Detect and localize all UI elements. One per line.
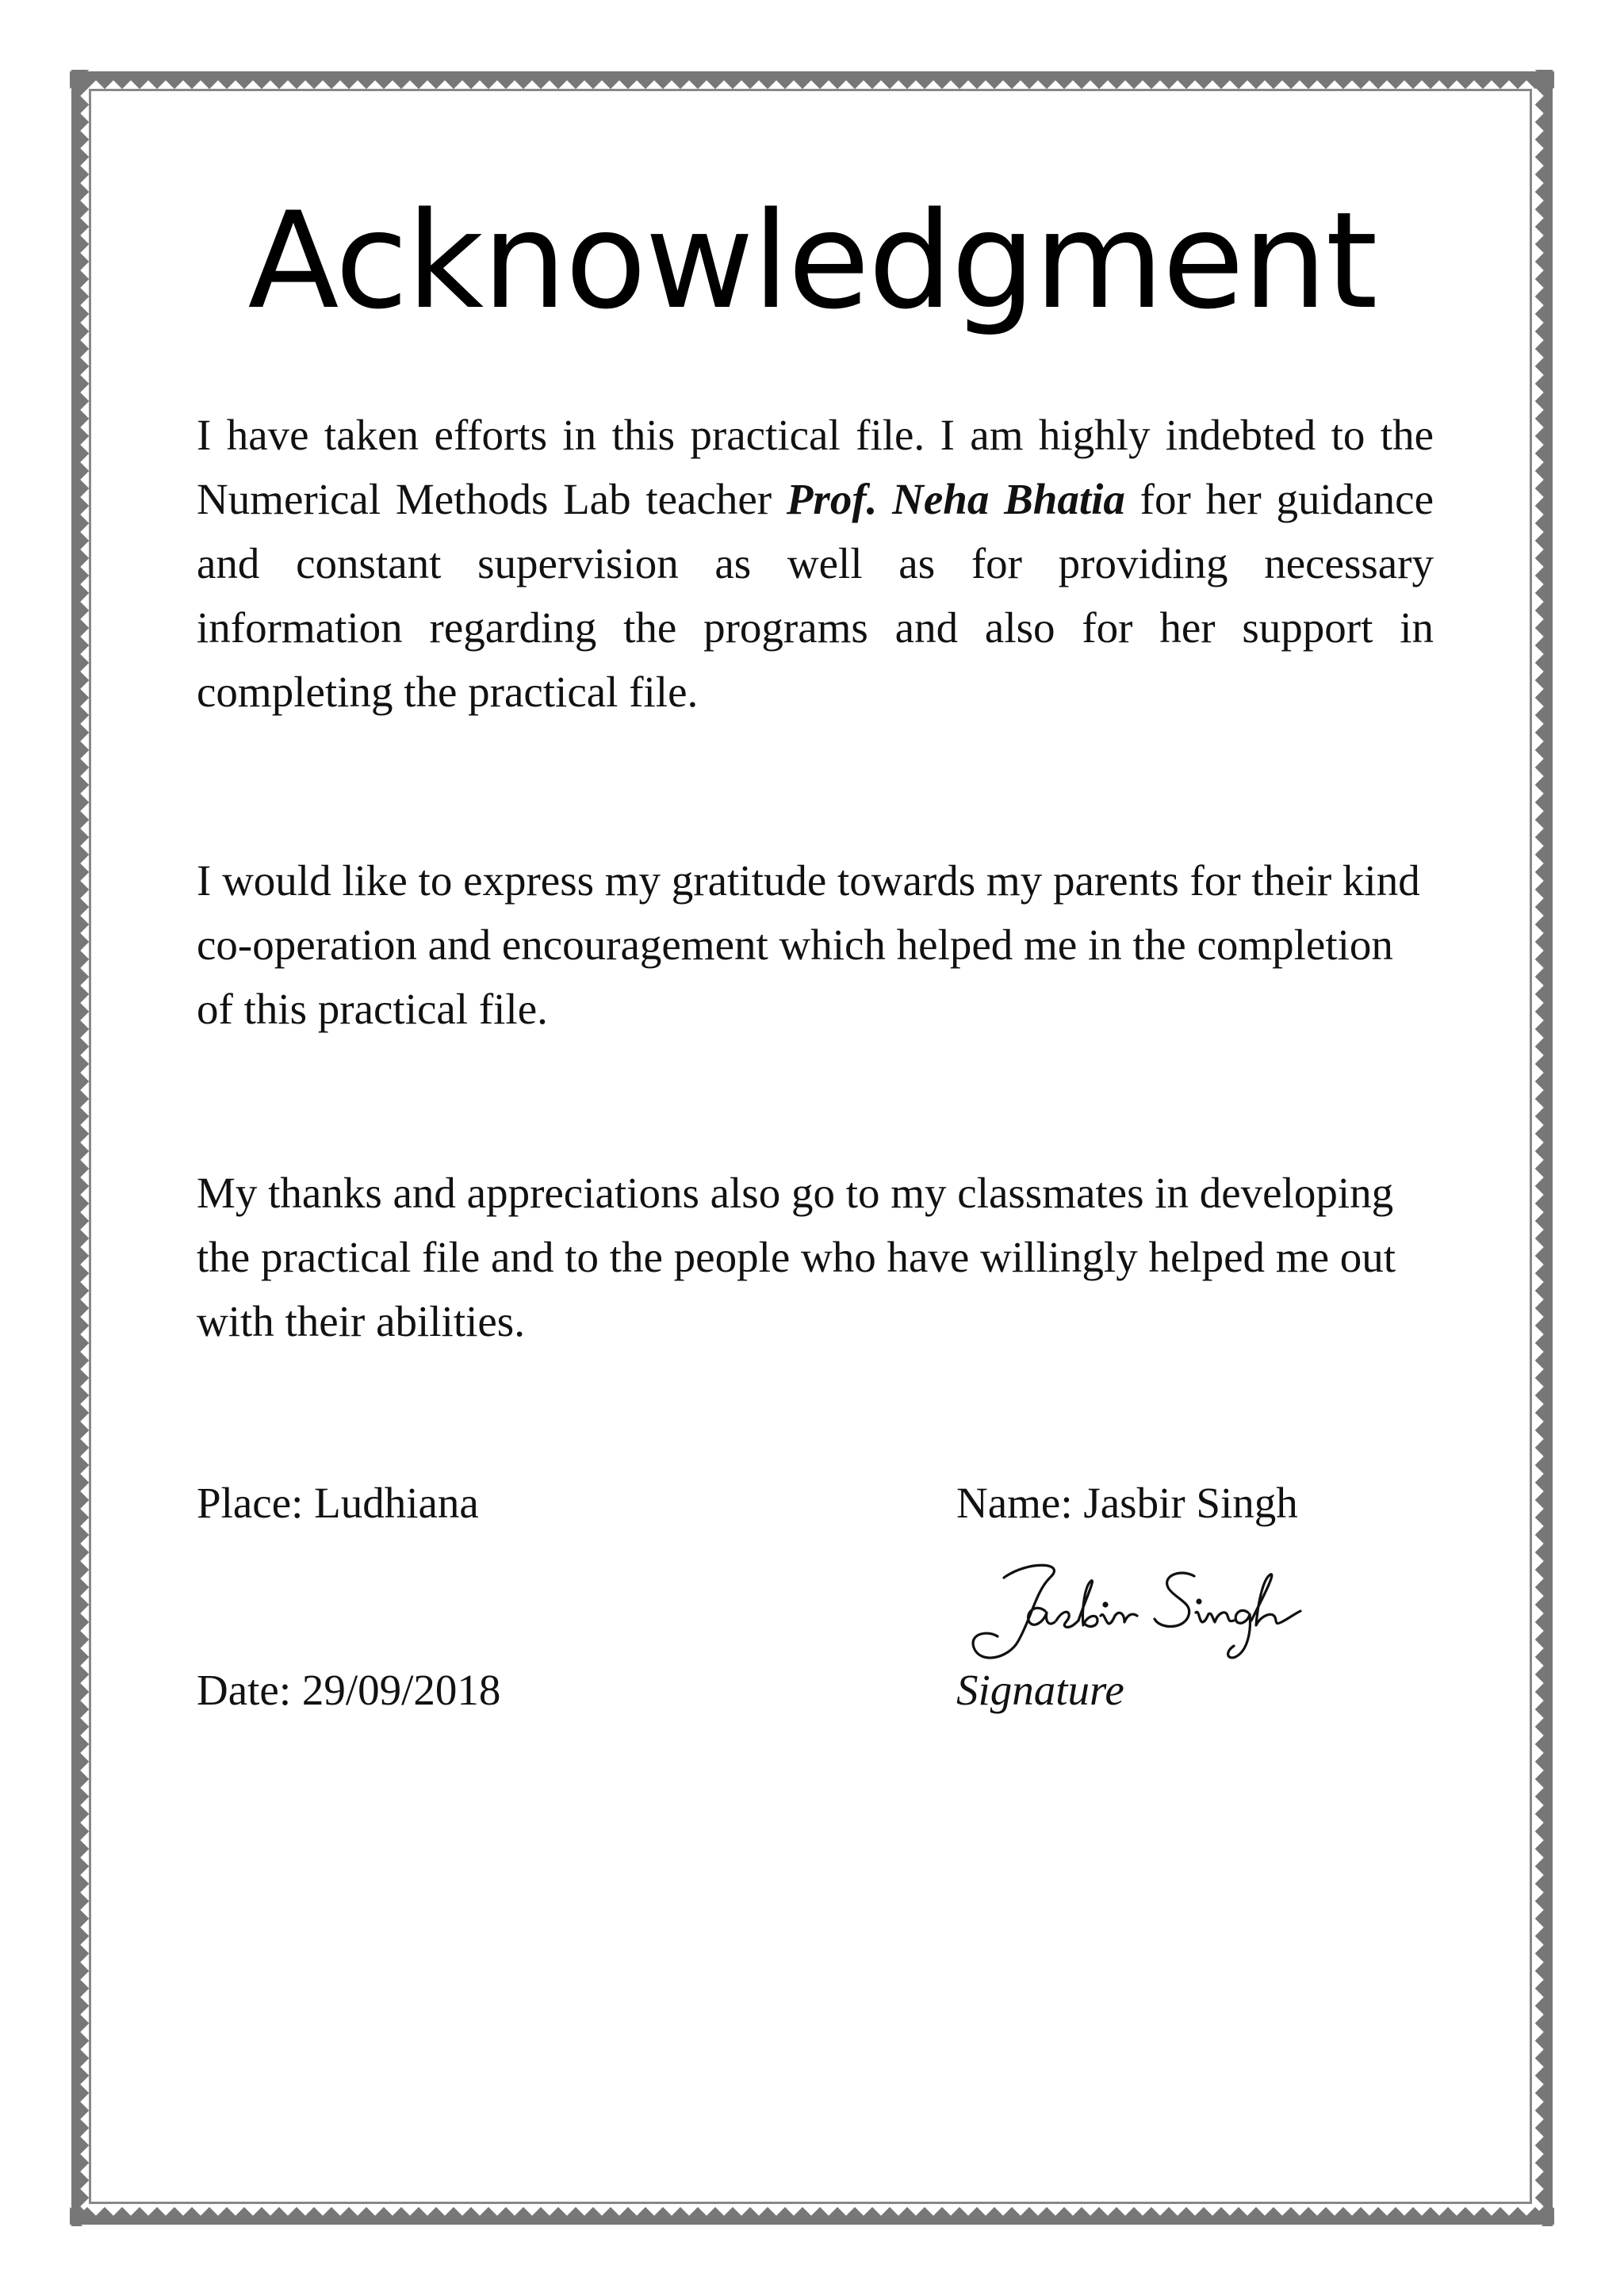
paragraph-text: I have taken efforts in this practical file. I am highly indebted to the Numerical Methods Lab teacher [197, 411, 1434, 523]
paragraph-parents-thanks: I would like to express my gratitude towards my parents for their kind co-operation and encouragement which helped me in the completion of this practical file. [197, 856, 1420, 1033]
paragraph-classmates-thanks: My thanks and appreciations also go to my classmates in developing the practical file and to the people who have willingly helped me out with their abilities. [197, 1169, 1396, 1345]
page-title: Acknowledgment [247, 183, 1377, 339]
decorative-border-bottom [70, 2207, 1554, 2233]
decorative-border-top [70, 63, 1554, 89]
name-label: Name: Jasbir Singh [956, 1479, 1298, 1527]
place-label: Place: Ludhiana [197, 1479, 479, 1527]
paragraph-text: for her guidance and constant supervision as well as for providing necessary information regarding the programs and also for her support in completing the practical file. [197, 475, 1434, 716]
decorative-border-left [63, 70, 89, 2226]
teacher-name: Prof. Neha Bhatia [786, 475, 1125, 523]
signature-caption: Signature [956, 1666, 1124, 1714]
handwritten-signature [956, 1554, 1321, 1673]
decorative-border-right [1535, 70, 1561, 2226]
date-label: Date: 29/09/2018 [197, 1666, 501, 1714]
paragraph-teacher-thanks [197, 403, 1434, 724]
